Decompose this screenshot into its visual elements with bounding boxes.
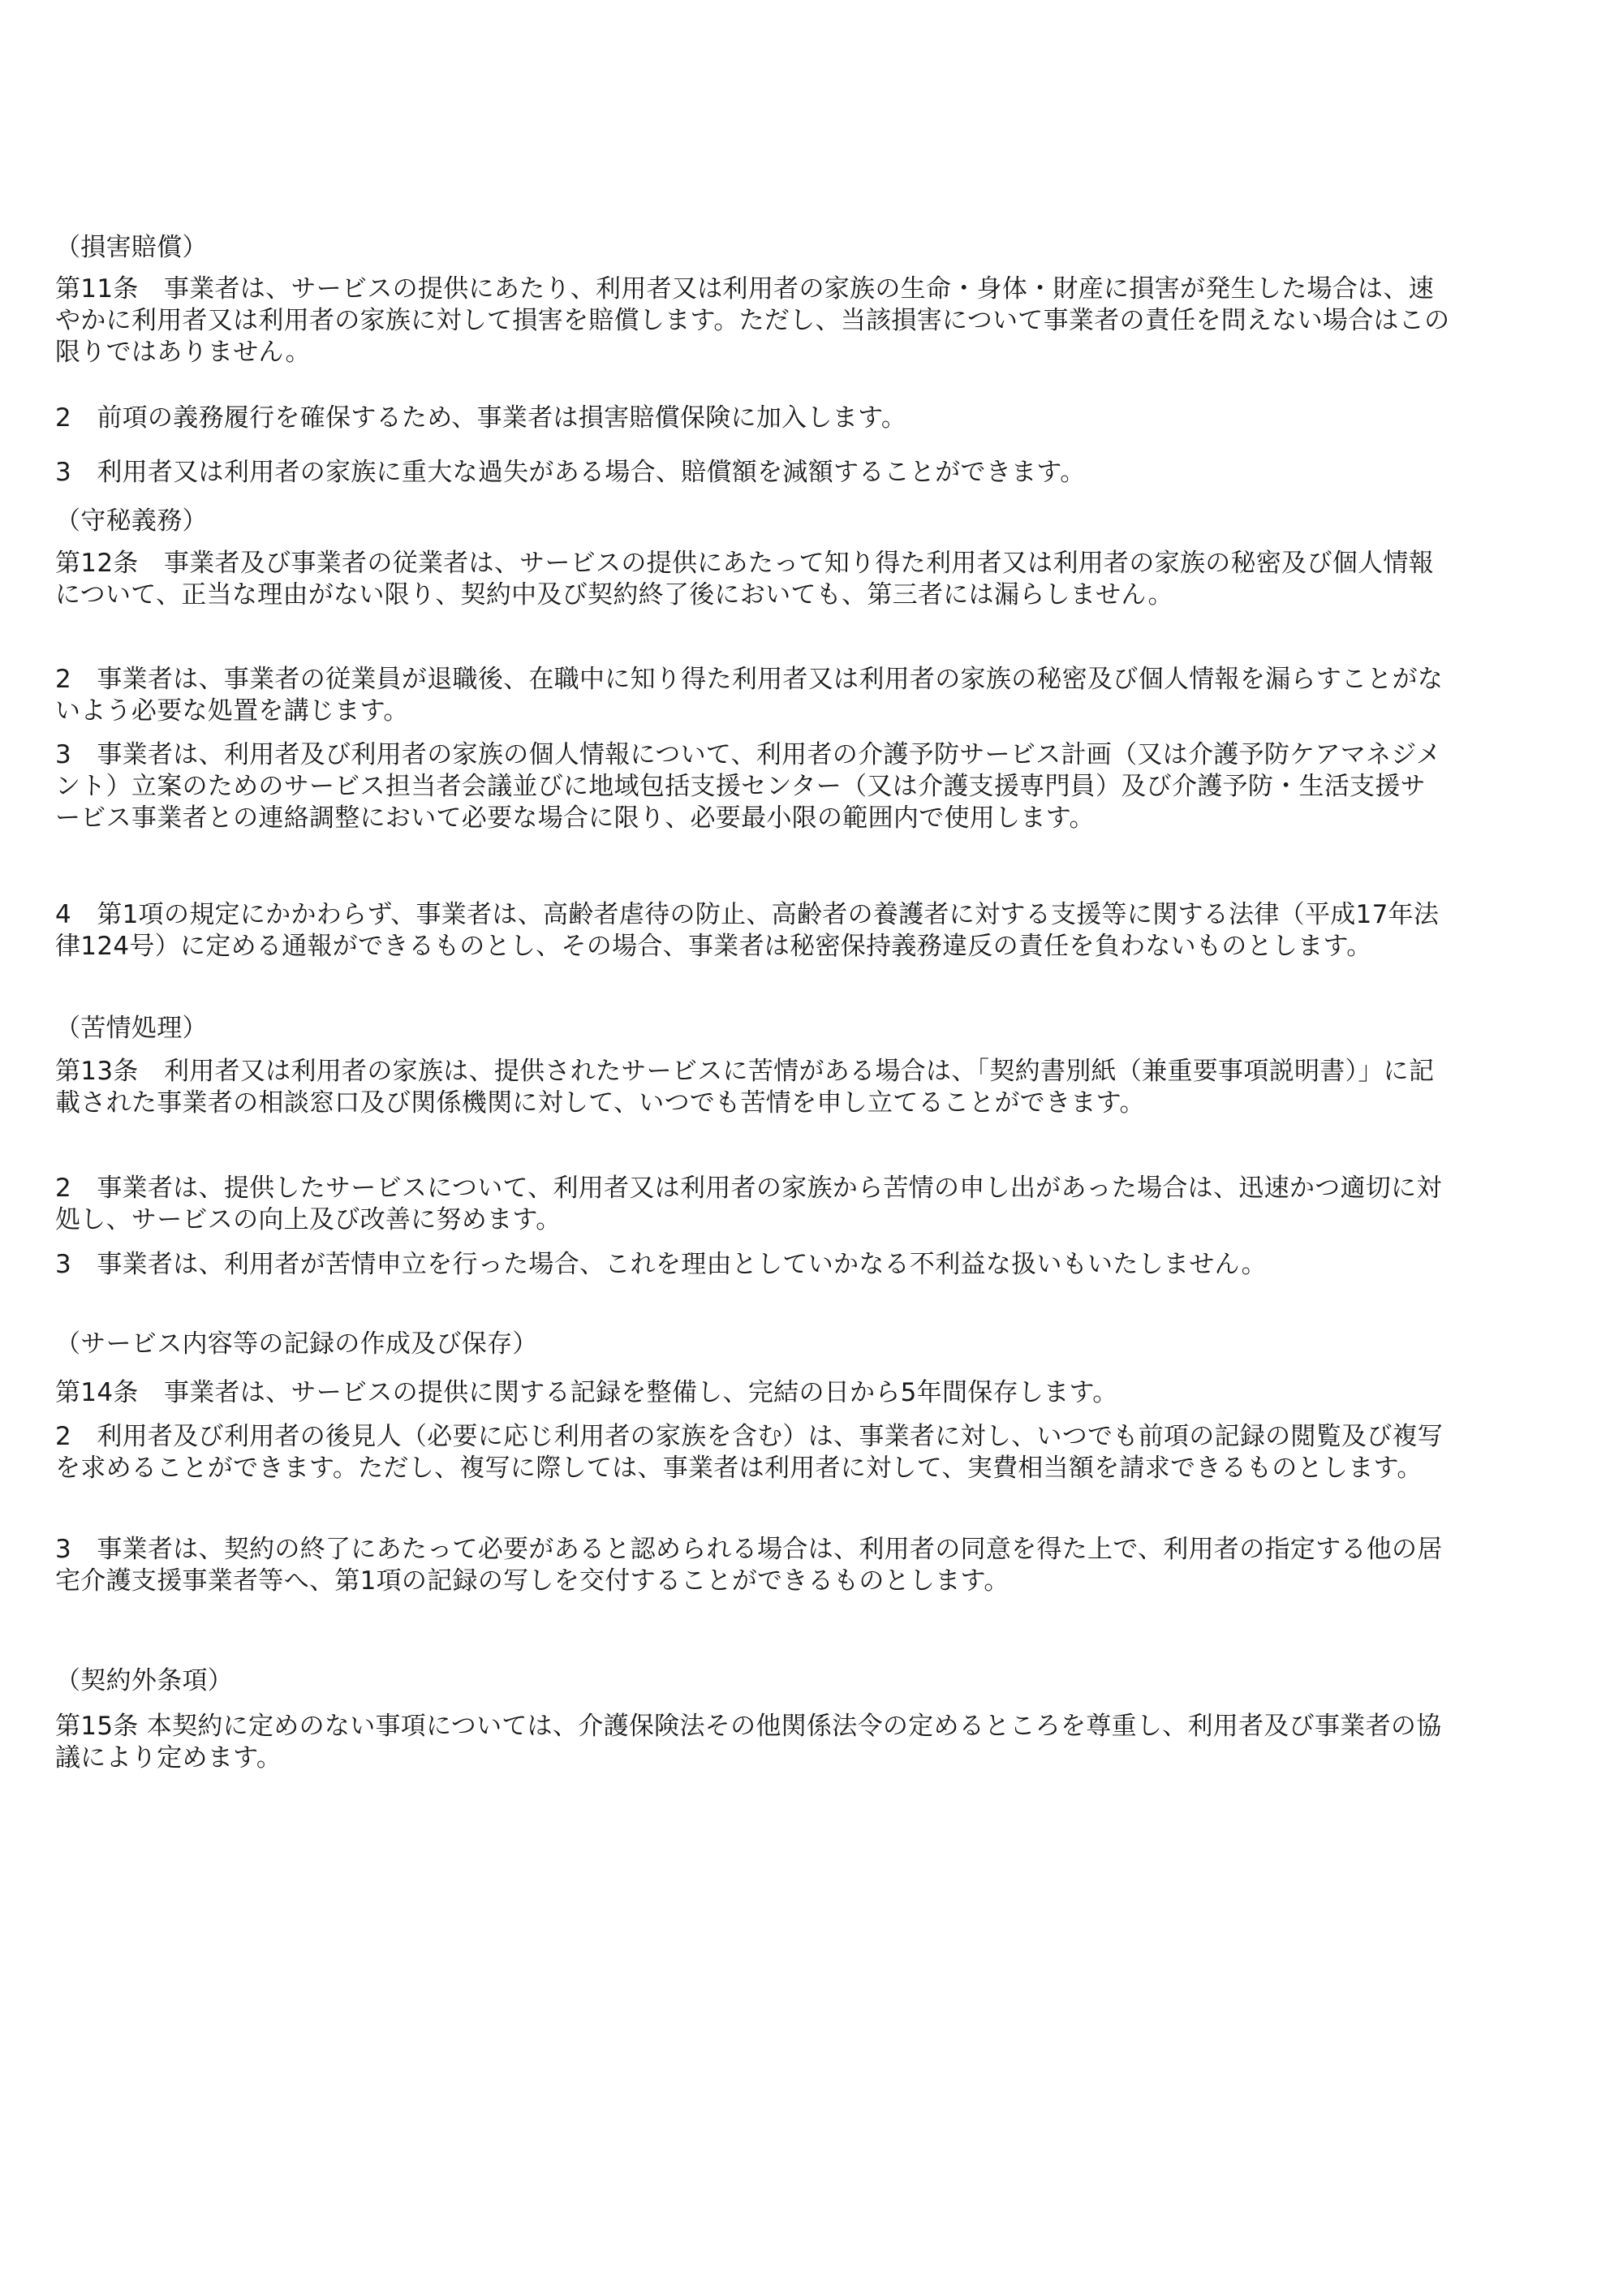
section-heading-complaints: （苦情処理） <box>55 1014 208 1043</box>
article-11-paragraph-3: 3 利用者又は利用者の家族に重大な過失がある場合、賠償額を減額することができます。 <box>55 458 1086 487</box>
article-12: 第12条 事業者及び事業者の従業者は、サービスの提供にあたって知り得た利用者又は利用者の家族の秘密及び個人情報について、正当な理由がない限り、契約中及び契約終了後においても、第三者には漏らしません。 <box>55 549 1434 610</box>
article-11-paragraph-2: 2 前項の義務履行を確保するため、事業者は損害賠償保険に加入します。 <box>55 403 907 433</box>
article-14: 第14条 事業者は、サービスの提供に関する記録を整備し、完結の日から5年間保存します。 <box>55 1378 1118 1407</box>
article-11: 第11条 事業者は、サービスの提供にあたり、利用者又は利用者の家族の生命・身体・財産に損害が発生した場合は、速やかに利用者又は利用者の家族に対して損害を賠償します。ただし、当該損害について事業者の責任を問えない場合はこの限りではありません。 <box>55 274 1450 367</box>
section-heading-records: （サービス内容等の記録の作成及び保存） <box>55 1329 538 1359</box>
section-heading-confidentiality: （守秘義務） <box>55 506 208 536</box>
section-heading-damages: （損害賠償） <box>55 233 208 262</box>
section-heading-outside-contract: （契約外条項） <box>55 1666 234 1695</box>
article-14-paragraph-3: 3 事業者は、契約の終了にあたって必要があると認められる場合は、利用者の同意を得た上で、利用者の指定する他の居宅介護支援事業者等へ、第1項の記録の写しを交付することができるものとします。 <box>55 1535 1443 1596</box>
article-13-paragraph-3: 3 事業者は、利用者が苦情申立を行った場合、これを理由としていかなる不利益な扱いもいたしません。 <box>55 1250 1267 1279</box>
article-13-paragraph-2: 2 事業者は、提供したサービスについて、利用者又は利用者の家族から苦情の申し出があった場合は、迅速かつ適切に対処し、サービスの向上及び改善に努めます。 <box>55 1174 1442 1234</box>
article-15: 第15条 本契約に定めのない事項については、介護保険法その他関係法令の定めるところを尊重し、利用者及び事業者の協議により定めます。 <box>55 1712 1442 1773</box>
article-13: 第13条 利用者又は利用者の家族は、提供されたサービスに苦情がある場合は、「契約書別紙（兼重要事項説明書）」に記載された事業者の相談窓口及び関係機関に対して、いつでも苦情を申し立てることができます。 <box>55 1057 1435 1118</box>
article-12-paragraph-4: 4 第1項の規定にかかわらず、事業者は、高齢者虐待の防止、高齢者の養護者に対する支援等に関する法律（平成17年法律124号）に定める通報ができるものとし、その場合、事業者は秘密保持義務違反の責任を負わないものとします。 <box>55 900 1440 961</box>
article-12-paragraph-2: 2 事業者は、事業者の従業員が退職後、在職中に知り得た利用者又は利用者の家族の秘密及び個人情報を漏らすことがないよう必要な処置を講じます。 <box>55 665 1444 726</box>
article-14-paragraph-2: 2 利用者及び利用者の後見人（必要に応じ利用者の家族を含む）は、事業者に対し、いつでも前項の記録の閲覧及び複写を求めることができます。ただし、複写に際しては、事業者は利用者に対して、実費相当額を請求できるものとします。 <box>55 1422 1444 1483</box>
article-12-paragraph-3: 3 事業者は、利用者及び利用者の家族の個人情報について、利用者の介護予防サービス計画（又は介護予防ケアマネジメント）立案のためのサービス担当者会議並びに地域包括支援センター（又は介護支援専門員）及び介護予防・生活支援サービス事業者との連絡調整において必要な場合に限り、必要最小限の範囲内で使用します。 <box>55 740 1442 833</box>
